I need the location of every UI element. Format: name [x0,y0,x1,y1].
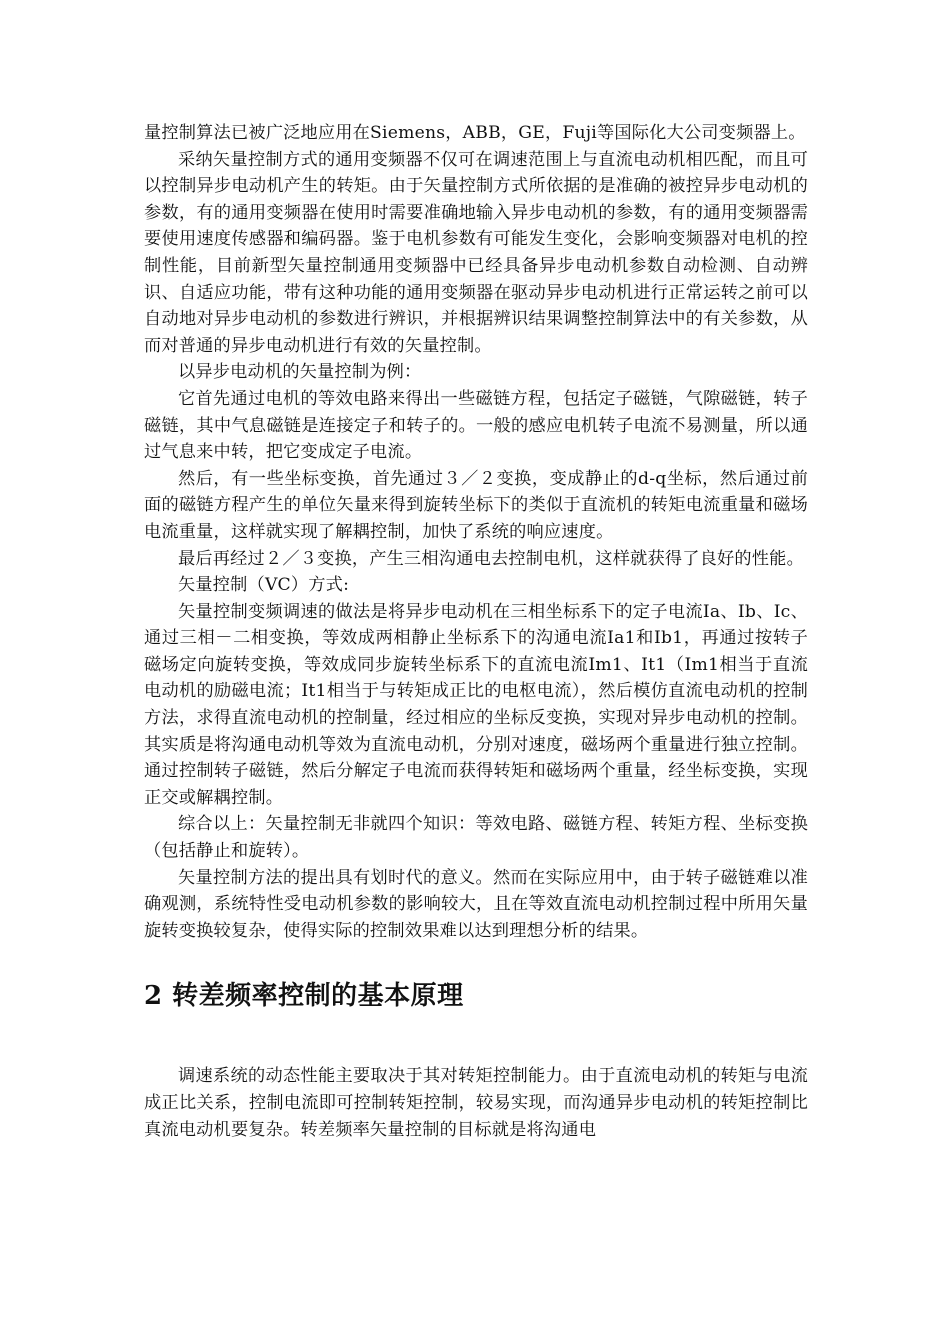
section-heading: 2 转差频率控制的基本原理 [144,981,464,1012]
paragraph-final-transform: 最后再经过２／３变换，产生三相沟通电去控制电机，这样就获得了良好的性能。 [178,548,804,569]
paragraph-vector-control-inverter: 采纳矢量控制方式的通用变频器不仅可在调速范围上与直流电动机相匹配，而且可以控制异步电动机产生的转矩。由于矢量控制方式所依据的是准确的被控异步电动机的参数，有的通用变频器在使用时需要准确地输入异步电动机的参数，有的通用变频器需要使用速度传感器和编码器。鉴于电机参数有可能发生变化，会影响变频器对电机的控制性能，目前新型矢量控制通用变频器中已经具备异步电动机参数自动检测、自动辨识、自适应功能，带有这种功能的通用变频器在驱动异步电动机进行正常运转之前可以自动地对异步电动机的参数进行辨识，并根据辨识结果调整控制算法中的有关参数，从而对普通的异步电动机进行有效的矢量控制。 [144,149,808,356]
paragraph-vc-method: 矢量控制变频调速的做法是将异步电动机在三相坐标系下的定子电流Ia、Ib、Ic、通过三相－二相变换，等效成两相静止坐标系下的沟通电流Ia1和Ib1，再通过按转子磁场定向旋转变换，等效成同步旋转坐标系下的直流电流Im1、It1（Im1相当于直流电动机的励磁电流；It1相当于与转矩成正比的电枢电流），然后模仿直流电动机的控制方法，求得直流电动机的控制量，经过相应的坐标反变换，实现对异步电动机的控制。其实质是将沟通电动机等效为直流电动机，分别对速度，磁场两个重量进行独立控制。通过控制转子磁链，然后分解定子电流而获得转矩和磁场两个重量，经坐标变换，实现正交或解耦控制。 [144,601,808,808]
paragraph-coordinate-transform: 然后，有一些坐标变换，首先通过３／２变换，变成静止的d-q坐标，然后通过前面的磁链方程产生的单位矢量来得到旋转坐标下的类似于直流机的转矩电流重量和磁场电流重量，这样就实现了解耦控制，加快了系统的响应速度。 [144,468,808,542]
paragraph-slip-frequency-intro: 调速系统的动态性能主要取决于其对转矩控制能力。由于直流电动机的转矩与电流成正比关系，控制电流即可控制转矩控制，较易实现，而沟通异步电动机的转矩控制比真流电动机要复杂。转差频率矢量控制的目标就是将沟通电 [144,1066,808,1140]
paragraph-continuation: 量控制算法已被广泛地应用在Siemens，ABB，GE，Fuji等国际化大公司变频器上。 [144,123,806,143]
document-page [144,120,808,1143]
paragraph-flux-equations: 它首先通过电机的等效电路来得出一些磁链方程，包括定子磁链，气隙磁链，转子磁链，其中气息磁链是连接定子和转子的。一般的感应电机转子电流不易测量，所以通过气息来中转，把它变成定子电流。 [144,388,808,463]
paragraph-significance: 矢量控制方法的提出具有划时代的意义。然而在实际应用中，由于转子磁链难以准确观测，系统特性受电动机参数的影响较大，且在等效直流电动机控制过程中所用矢量旋转变换较复杂，使得实际的控制效果难以达到理想分析的结果。 [144,867,808,941]
paragraph-summary: 综合以上：矢量控制无非就四个知识：等效电路、磁链方程、转矩方程、坐标变换（包括静止和旋转）。 [144,814,808,862]
paragraph-vc-mode-label: 矢量控制（VC）方式: [178,575,350,596]
paragraph-example-intro: 以异步电动机的矢量控制为例： [178,362,422,383]
